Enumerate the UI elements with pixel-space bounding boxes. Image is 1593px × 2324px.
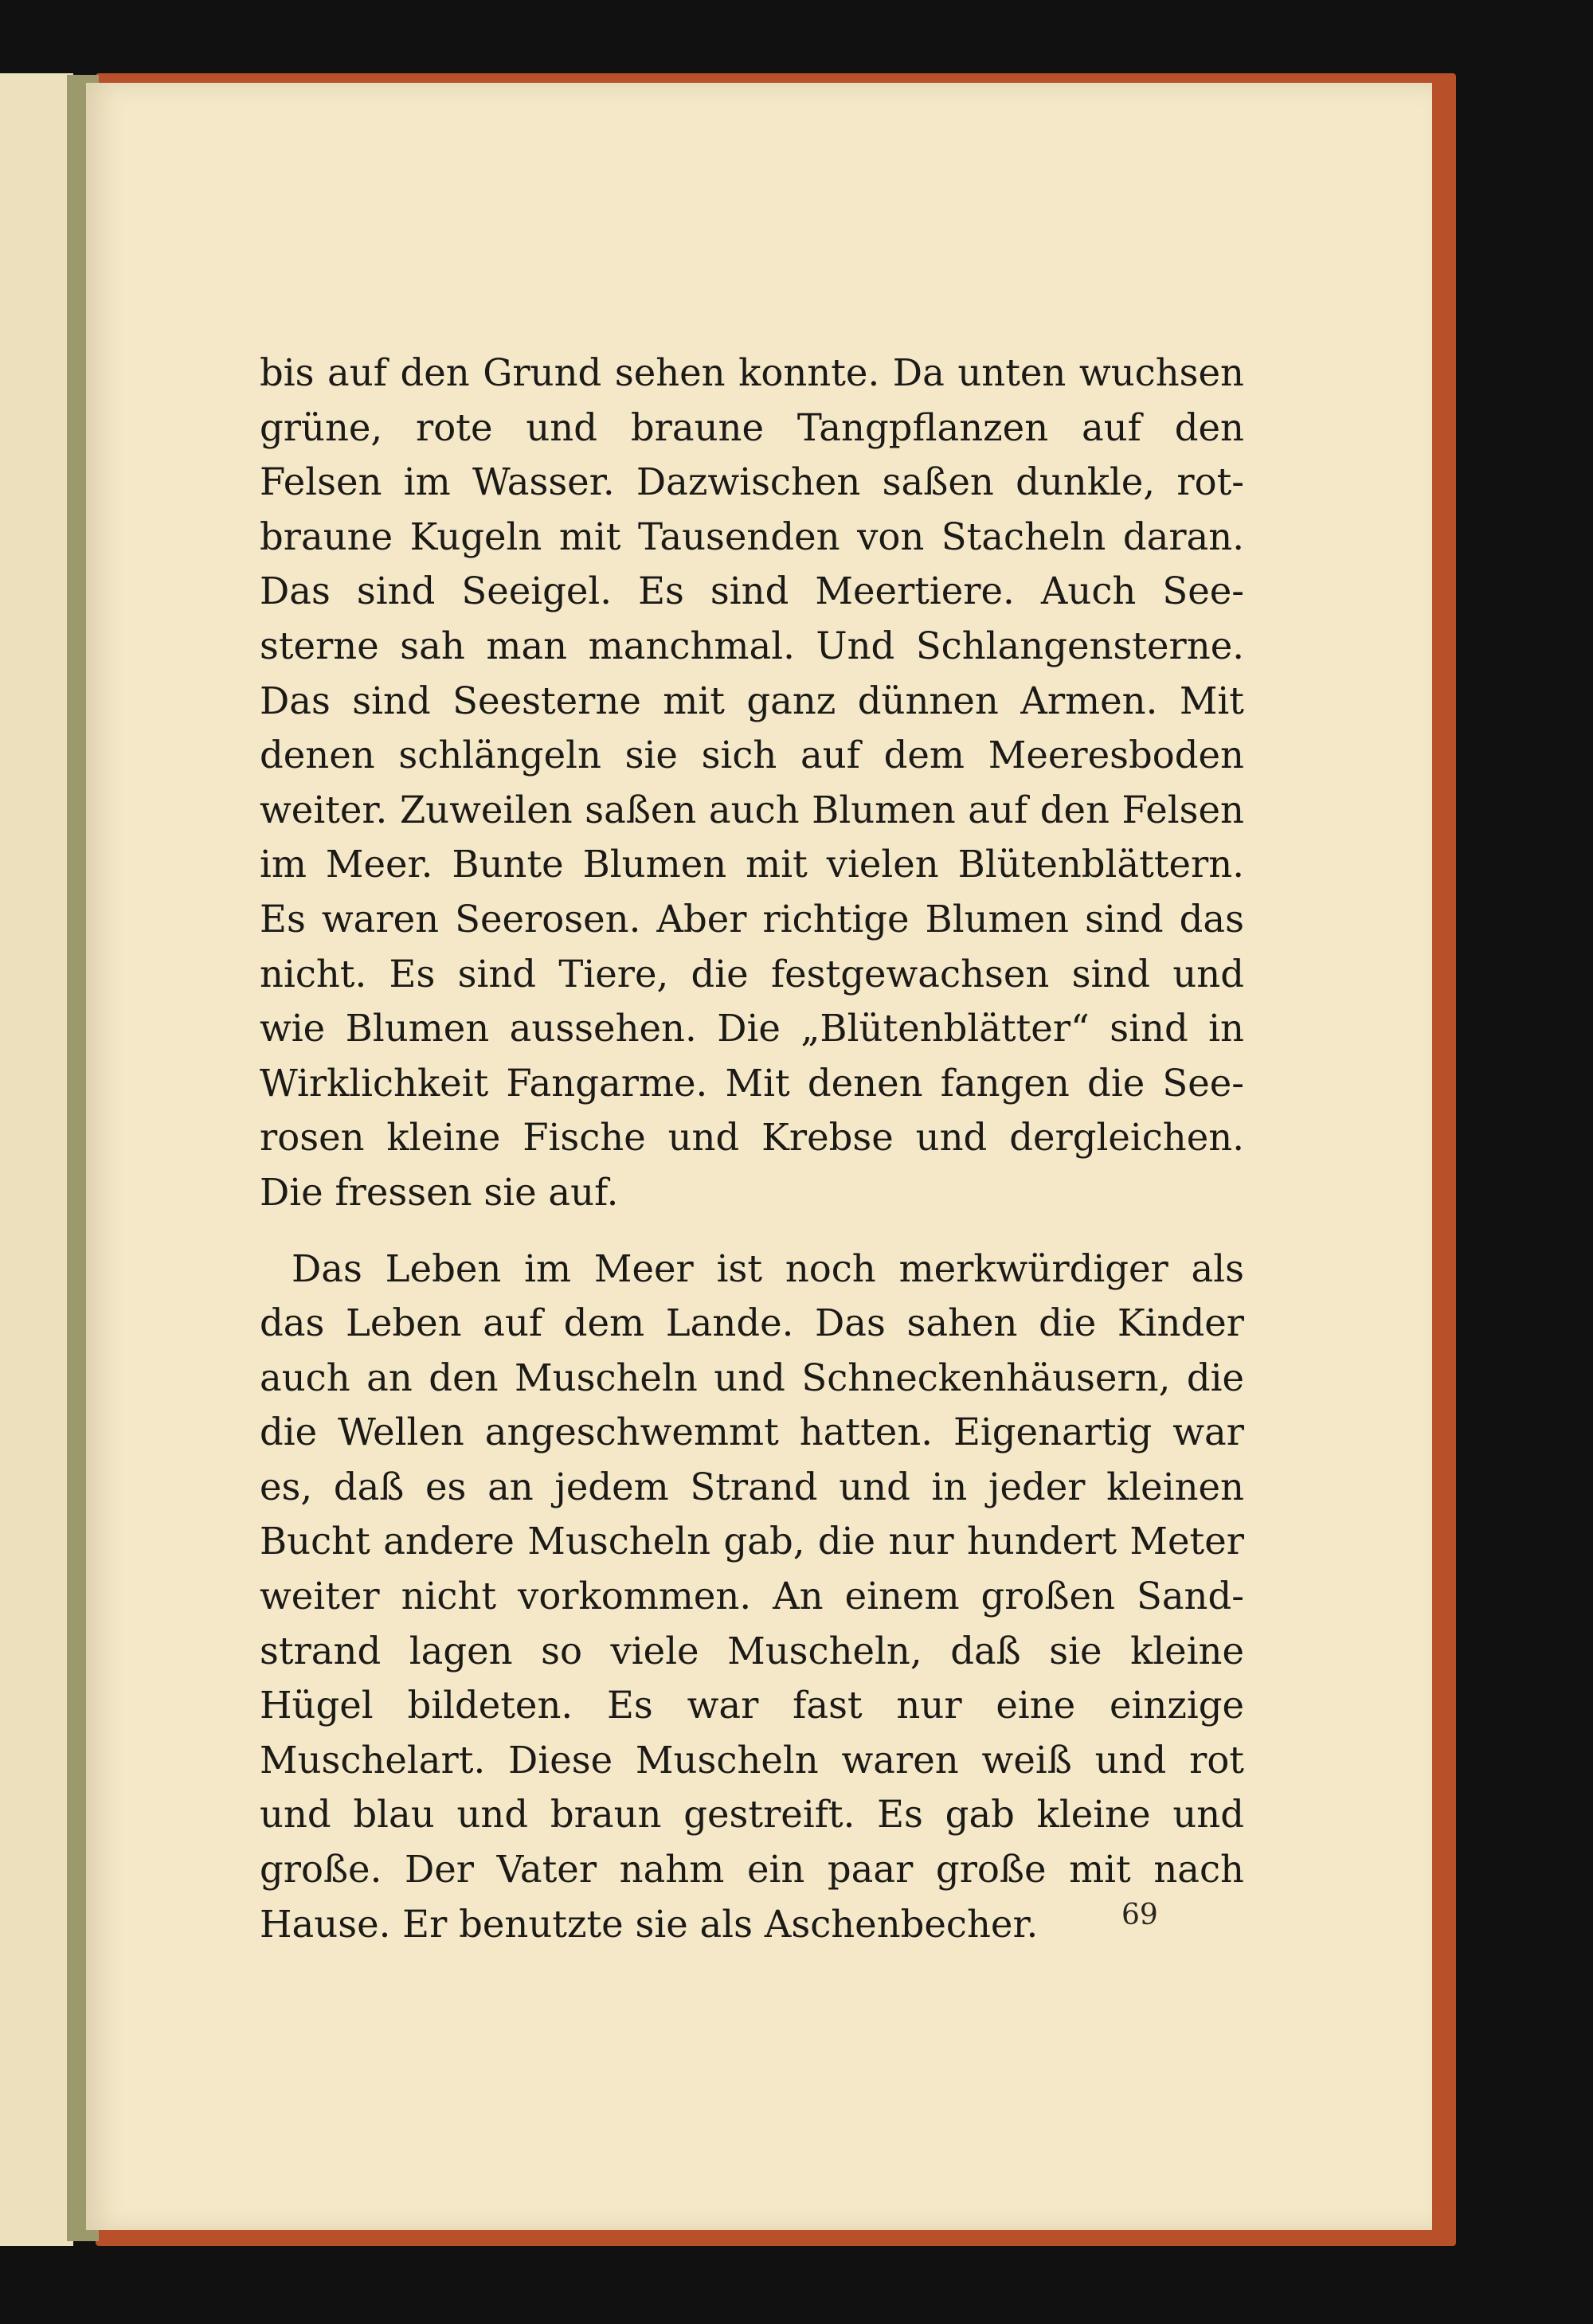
- paragraph-1: [260, 346, 1244, 1220]
- text-line: Das Leben im Meer ist noch merkwürdiger als: [292, 1246, 1244, 1290]
- text-line: grüne, rote und braune Tangpflanzen auf den: [260, 405, 1244, 449]
- text-line: strand lagen so viele Muscheln, daß sie kleine: [260, 1629, 1244, 1673]
- text-line: es, daß es an jedem Strand und in jeder kleinen: [260, 1465, 1244, 1508]
- text-line: Das sind Seesterne mit ganz dünnen Armen. Mit: [260, 679, 1244, 722]
- text-line: und blau und braun gestreift. Es gab kleine und: [260, 1793, 1244, 1837]
- facing-page-edge: [0, 73, 73, 2246]
- text-line: Wirklichkeit Fangarme. Mit denen fangen die See-: [260, 1061, 1244, 1105]
- text-line: Bucht andere Muscheln gab, die nur hundert Meter: [260, 1520, 1244, 1563]
- text-line: das Leben auf dem Lande. Das sahen die Kinder: [260, 1301, 1244, 1345]
- text-line: denen schlängeln sie sich auf dem Meeresboden: [260, 734, 1244, 777]
- text-line: wie Blumen aussehen. Die „Blütenblätter“ sind in: [260, 1007, 1244, 1050]
- text-line: Das sind Seeigel. Es sind Meertiere. Auch See-: [260, 569, 1244, 613]
- text-line: Hause. Er benutzte sie als Aschenbecher.: [260, 1902, 1039, 1946]
- text-line: braune Kugeln mit Tausenden von Stacheln daran.: [260, 514, 1244, 558]
- book-page: [86, 83, 1432, 2230]
- text-line: weiter nicht vorkommen. An einem großen Sand-: [260, 1575, 1244, 1618]
- text-line: Es waren Seerosen. Aber richtige Blumen sind das: [260, 897, 1244, 941]
- text-line: große. Der Vater nahm ein paar große mit nach: [260, 1848, 1244, 1892]
- text-line: Die fressen sie auf.: [260, 1170, 619, 1214]
- text-line: im Meer. Bunte Blumen mit vielen Blütenblättern.: [260, 843, 1244, 886]
- text-line: nicht. Es sind Tiere, die festgewachsen sind und: [260, 952, 1244, 996]
- page-number: 69: [1121, 1899, 1158, 1931]
- text-line: rosen kleine Fische und Krebse und dergleichen.: [260, 1116, 1244, 1160]
- text-line: Felsen im Wasser. Dazwischen saßen dunkle, rot-: [260, 460, 1244, 504]
- text-line: Muschelart. Diese Muscheln waren weiß und rot: [260, 1738, 1244, 1782]
- text-line: bis auf den Grund sehen konnte. Da unten wuchsen: [260, 351, 1244, 394]
- paragraph-2: [260, 1242, 1244, 1952]
- text-line: die Wellen angeschwemmt hatten. Eigenartig war: [260, 1410, 1244, 1454]
- text-line: auch an den Muscheln und Schneckenhäusern, die: [260, 1356, 1244, 1399]
- text-line: sterne sah man manchmal. Und Schlangensterne.: [260, 624, 1244, 667]
- body-text: [260, 346, 1244, 1951]
- text-line: weiter. Zuweilen saßen auch Blumen auf den Felsen: [260, 788, 1244, 831]
- text-line: Hügel bildeten. Es war fast nur eine einzige: [260, 1684, 1244, 1727]
